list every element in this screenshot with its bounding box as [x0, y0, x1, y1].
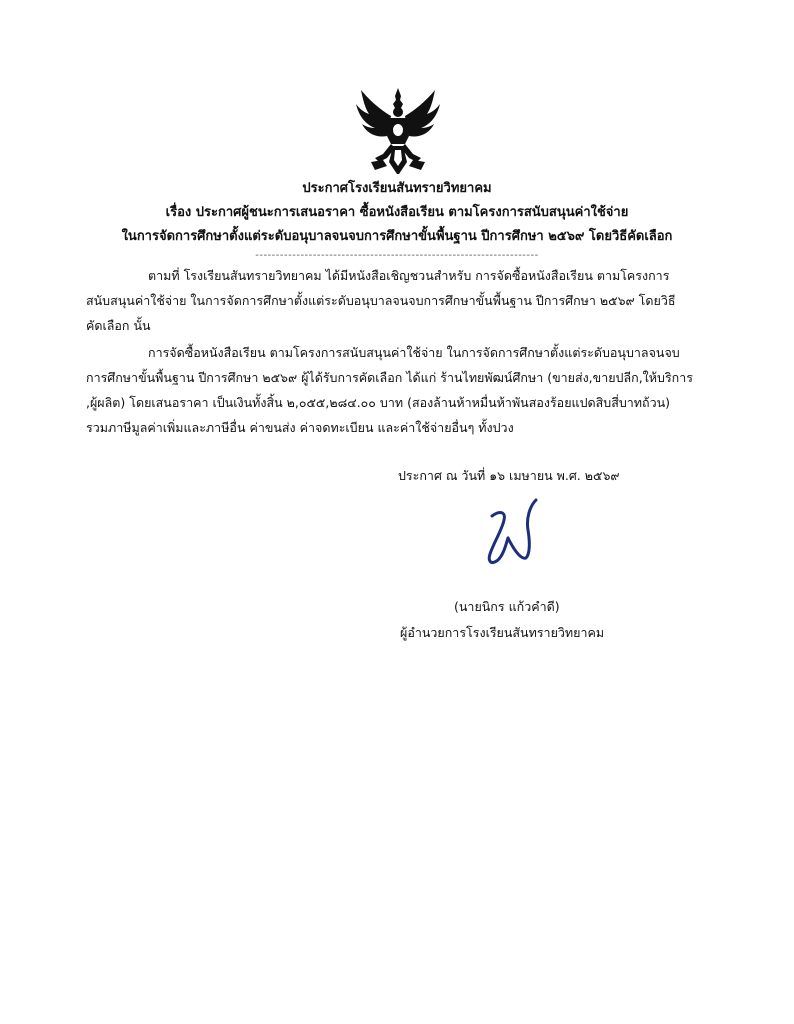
announcement-title: ประกาศโรงเรียนสันทรายวิทยาคม	[302, 181, 492, 196]
garuda-emblem-icon	[353, 86, 443, 178]
announcement-subject-continued: ในการจัดการศึกษาตั้งแต่ระดับอนุบาลจนจบการศึกษาขั้นพื้นฐาน ปีการศึกษา ๒๕๖๙ โดยวิธีคัดเลือก	[121, 229, 673, 244]
paragraph-1-line-3: คัดเลือก นั้น	[86, 318, 151, 333]
signatory-name: (นายนิกร แก้วคำดี)	[454, 599, 560, 614]
paragraph-1-line-2: สนับสนุนค่าใช้จ่าย ในการจัดการศึกษาตั้งแต่ระดับอนุบาลจนจบการศึกษาขั้นพื้นฐาน ปีการศึกษา ๒๕๖๙ โดยวิธี	[86, 293, 676, 308]
handwritten-signature	[478, 498, 546, 578]
signatory-position: ผู้อำนวยการโรงเรียนสันทรายวิทยาคม	[400, 625, 605, 640]
paragraph-2-line-2: การศึกษาขั้นพื้นฐาน ปีการศึกษา ๒๕๖๙ ผู้ได้รับการคัดเลือก ได้แก่ ร้านไทยพัฒน์ศึกษา (ขายส่ง,ขายปลีก,ให้บริการ	[86, 370, 693, 385]
paragraph-2-line-3: ,ผู้ผลิต) โดยเสนอราคา เป็นเงินทั้งสิ้น ๒,๐๕๕,๒๘๔.๐๐ บาท (สองล้านห้าหมื่นห้าพันสองร้อยแปดสิบสี่บาทถ้วน)	[86, 395, 671, 410]
announcement-subject: เรื่อง ประกาศผู้ชนะการเสนอราคา ซื้อหนังสือเรียน ตามโครงการสนับสนุนค่าใช้จ่าย	[165, 205, 629, 220]
section-divider: ---------------------------------------------------------------------	[255, 250, 539, 261]
paragraph-2-line-1: การจัดซื้อหนังสือเรียน ตามโครงการสนับสนุนค่าใช้จ่าย ในการจัดการศึกษาตั้งแต่ระดับอนุบาลจนจบ	[148, 345, 680, 360]
paragraph-1-line-1: ตามที่ โรงเรียนสันทรายวิทยาคม ได้มีหนังสือเชิญชวนสำหรับ การจัดซื้อหนังสือเรียน ตามโครงการ	[148, 268, 670, 283]
paragraph-2-line-4: รวมภาษีมูลค่าเพิ่มและภาษีอื่น ค่าขนส่ง ค่าจดทะเบียน และค่าใช้จ่ายอื่นๆ ทั้งปวง	[86, 420, 514, 435]
announcement-date: ประกาศ ณ วันที่ ๑๖ เมษายน พ.ศ. ๒๕๖๙	[398, 468, 620, 483]
